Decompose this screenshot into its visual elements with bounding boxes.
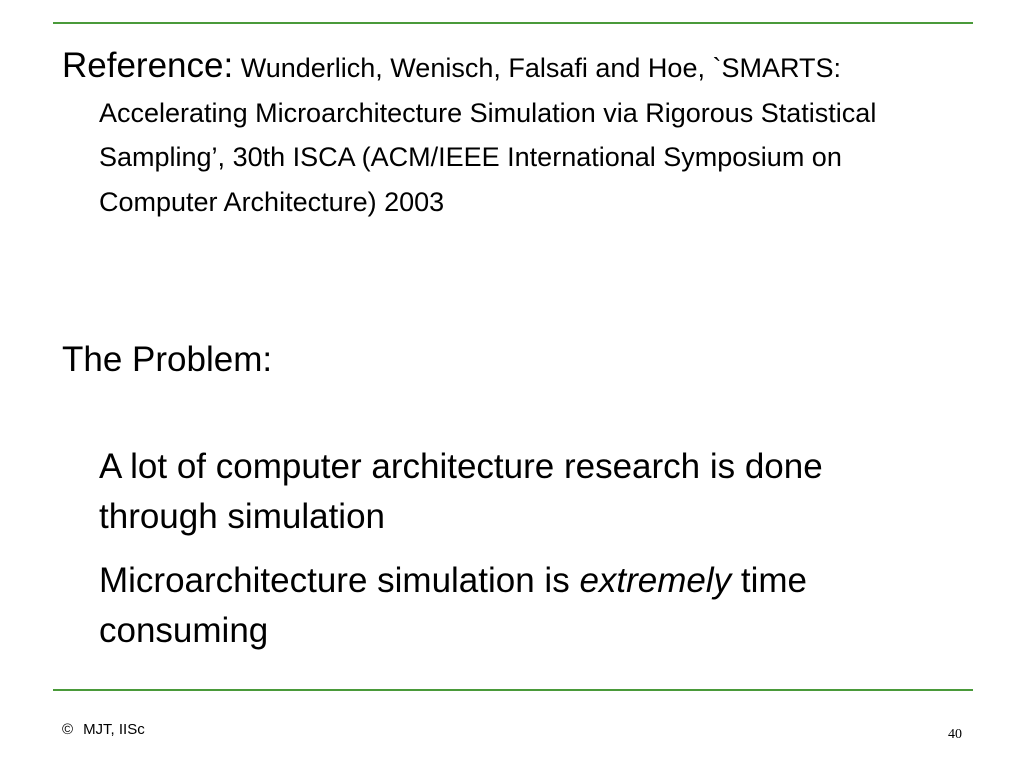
point-text-start: Microarchitecture simulation is xyxy=(99,561,580,600)
slide-content xyxy=(62,44,942,650)
reference-text: Wunderlich, Wenisch, Falsafi and Hoe, `SMARTS: Accelerating Microarchitecture Simulation via Rigorous Statistical Sampling’, 30th ISCA (ACM/IEEE International Symposium on Computer Architecture) 2003 xyxy=(99,53,877,217)
bottom-divider xyxy=(53,689,973,691)
page-number: 40 xyxy=(948,727,962,742)
reference-citation xyxy=(62,44,942,224)
problem-points xyxy=(99,442,939,670)
top-divider xyxy=(53,22,973,24)
reference-label: Reference: xyxy=(62,46,234,85)
footer-copyright xyxy=(62,721,145,738)
problem-point-time-consuming xyxy=(99,556,939,656)
copyright-symbol: © xyxy=(62,721,74,738)
problem-heading: The Problem: xyxy=(62,340,273,379)
point-text-end: time consuming xyxy=(99,561,808,650)
point-emphasis: extremely xyxy=(579,561,732,600)
problem-point-simulation-research: A lot of computer architecture research is done through simulation xyxy=(99,447,823,536)
copyright-text: MJT, IISc xyxy=(83,721,145,738)
